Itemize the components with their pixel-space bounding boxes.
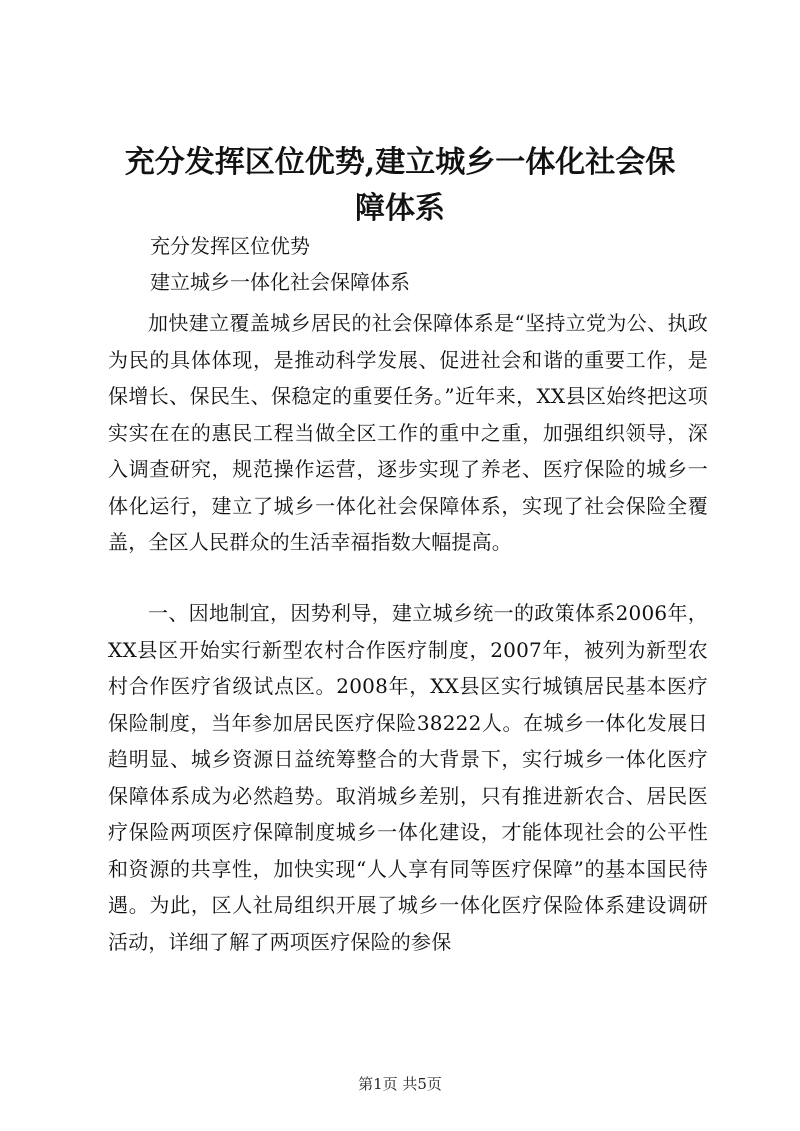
page-number-footer: 第1页 共5页 [358, 1075, 442, 1093]
body-paragraph: 加快建立覆盖城乡居民的社会保障体系是“坚持立党为公、执政为民的具体体现，是推动科学发展、促进社会和谐的重要工作，是保增长、保民生、保稳定的重要任务。”近年来，XX县区始终把这项实实在在的惠民工程当做全区工作的重中之重，加强组织领导，深入调查研究，规范操作运营，逐步实现了养老、医疗保险的城乡一体化运行，建立了城乡一体化社会保障体系，实现了社会保险全覆盖，全区人民群众的生活幸福指数大幅提高。 [108, 311, 708, 554]
document-title: 充分发挥区位优势,建立城乡一体化社会保障体系 [124, 145, 676, 226]
body-paragraph: 一、因地制宜，因势利导，建立城乡统一的政策体系2006年，XX县区开始实行新型农村合作医疗制度，2007年，被列为新型农村合作医疗省级试点区。2008年，XX县区实行城镇居民基本医疗保险制度，当年参加居民医疗保险38222人。在城乡一体化发展日趋明显、城乡资源日益统筹整合的大背景下，实行城乡一体化医疗保障体系成为必然趋势。取消城乡差别，只有推进新农合、居民医疗保险两项医疗保障制度城乡一体化建设，才能体现社会的公平性和资源的共享性，加快实现“人人享有同等医疗保障”的基本国民待遇。为此，区人社局组织开展了城乡一体化医疗保险体系建设调研活动，详细了解了两项医疗保险的参保 [108, 601, 708, 954]
subtitle-region-advantage: 充分发挥区位优势 [150, 234, 310, 258]
subtitle-social-security: 建立城乡一体化社会保障体系 [150, 270, 410, 294]
